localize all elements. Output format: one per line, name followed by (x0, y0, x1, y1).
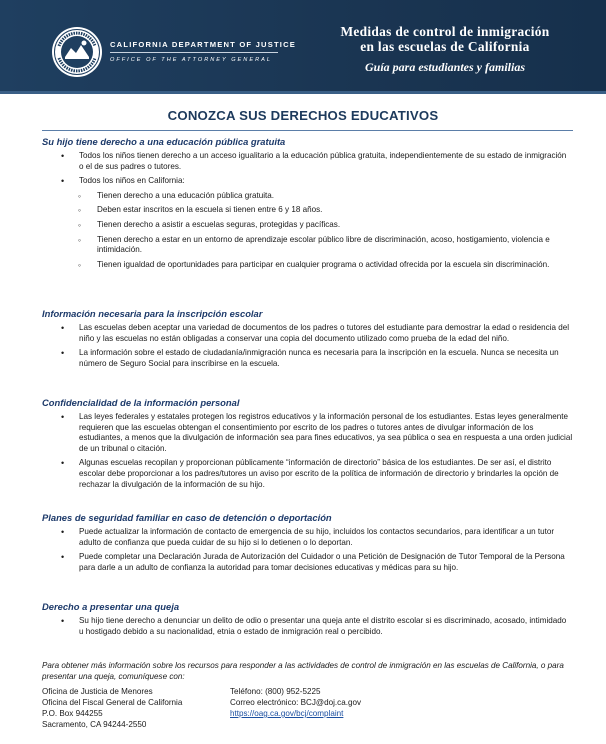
california-doj-seal-icon (51, 26, 103, 78)
section-heading: Confidencialidad de la información personal (42, 397, 240, 408)
phone-number: Teléfono: (800) 952-5225 (230, 687, 321, 696)
section-confidentiality (42, 397, 573, 490)
list-item: • Las escuelas deben aceptar una variedad de documentos de los padres o tutores del estudiante para demostrar la edad o residencia del niño y las escuelas no están obligadas a conservar una copia del documento utilizado como prueba de la edad del niño. (42, 323, 573, 344)
list-item: • Puede completar una Declaración Jurada de Autorización del Cuidador o una Petición de Designación de Tutor Temporal de la Persona para darle a un adulto de confianza la autoridad para tomar decisiones educativas y médicas para su hijo. (42, 552, 573, 573)
title-line-2: en las escuelas de California (360, 39, 530, 54)
address-line: Oficina del Fiscal General de California (42, 698, 183, 707)
mailing-address (42, 686, 230, 730)
document-header (0, 0, 606, 94)
doj-wordmark (110, 40, 296, 64)
header-title (300, 24, 590, 74)
section-heading: Información necesaria para la inscripción escolar (42, 308, 263, 319)
contact-intro: Para obtener más información sobre los recursos para responder a las actividades de control de inmigración en las escuelas de California, o para presentar una queja, comuníquese con: (42, 661, 564, 681)
page-title: CONOZCA SUS DERECHOS EDUCATIVOS (167, 108, 439, 123)
sub-list-item: ◦ Tienen derecho a asistir a escuelas seguras, protegidas y pacíficas. (42, 220, 573, 231)
list-item: • Puede actualizar la información de contacto de emergencia de su hijo, incluidos los contactos secundarios, para identificar a un tutor adulto de confianza que pueda cuidar de su hijo si lo detienen o lo deportan. (42, 527, 573, 548)
list-item: • Algunas escuelas recopilan y proporcionan públicamente “información de directorio” básica de los estudiantes. De ser así, el distrito escolar debe proporcionar a los padres/tutores un aviso por escrito de la política de información de directorio y brindarles la opción de rechazar la divulgación de la información de su hijo. (42, 458, 573, 490)
sub-list-item: ◦ Tienen derecho a una educación pública gratuita. (42, 191, 573, 202)
sub-list-item: ◦ Deben estar inscritos en la escuela si tienen entre 6 y 18 años. (42, 205, 573, 216)
sub-list-item: ◦ Tienen igualdad de oportunidades para participar en cualquier programa o actividad ofrecida por la escuela sin discriminación. (42, 260, 573, 271)
address-line: Sacramento, CA 94244-2550 (42, 720, 147, 729)
contact-footer (42, 660, 573, 730)
section-enrollment-info (42, 308, 573, 369)
doj-name: CALIFORNIA DEPARTMENT OF JUSTICE (110, 40, 297, 49)
list-item: • Su hijo tiene derecho a denunciar un delito de odio o presentar una queja ante el distrito escolar si es discriminado, acosado, intimidado u hostigado debido a su nacionalidad, etnia o estado de inmigración real o percibido. (42, 616, 573, 637)
section-heading: Planes de seguridad familiar en caso de detención o deportación (42, 512, 332, 523)
section-free-education (42, 136, 573, 270)
list-item: • Las leyes federales y estatales protegen los registros educativos y la información personal de los estudiantes. Estas leyes generalmente requieren que las escuelas obtengan el consentimiento por escrito de los padres o tutores antes de divulgar información de los estudiantes, a menos que la divulgación de información sea para fines educativos, ya sea pública o sea en respuesta a una orden judicial de un tribunal o citación. (42, 412, 573, 454)
section-complaint (42, 601, 573, 637)
address-line: P.O. Box 944255 (42, 709, 103, 718)
email-address: Correo electrónico: BCJ@doj.ca.gov (230, 698, 362, 707)
list-item: • La información sobre el estado de ciudadanía/inmigración nunca es necesaria para la inscripción en la escuela. Nunca se necesita un número de Seguro Social para inscribirse en la escuela. (42, 348, 573, 369)
complaint-link[interactable]: https://oag.ca.gov/bcj/complaint (230, 709, 344, 718)
title-divider (42, 130, 573, 131)
title-line-1: Medidas de control de inmigración (340, 24, 550, 39)
doj-divider (110, 52, 278, 53)
header-subtitle: Guía para estudiantes y familias (364, 60, 525, 74)
list-item: • Todos los niños tienen derecho a un acceso igualitario a la educación pública gratuita, independientemente de su estado de inmigración o el de sus padres o tutores. (42, 151, 573, 172)
section-heading: Derecho a presentar una queja (42, 601, 180, 612)
section-family-safety (42, 512, 573, 573)
doj-office: OFFICE OF THE ATTORNEY GENERAL (110, 57, 272, 63)
sub-list-item: ◦ Tienen derecho a estar en un entorno de aprendizaje escolar público libre de discriminación, acoso, hostigamiento, violencia e intimidación. (42, 235, 573, 256)
list-item: • Todos los niños en California: (42, 176, 573, 187)
contact-details (230, 686, 530, 730)
section-heading: Su hijo tiene derecho a una educación pública gratuita (42, 136, 286, 147)
address-line: Oficina de Justicia de Menores (42, 687, 153, 696)
